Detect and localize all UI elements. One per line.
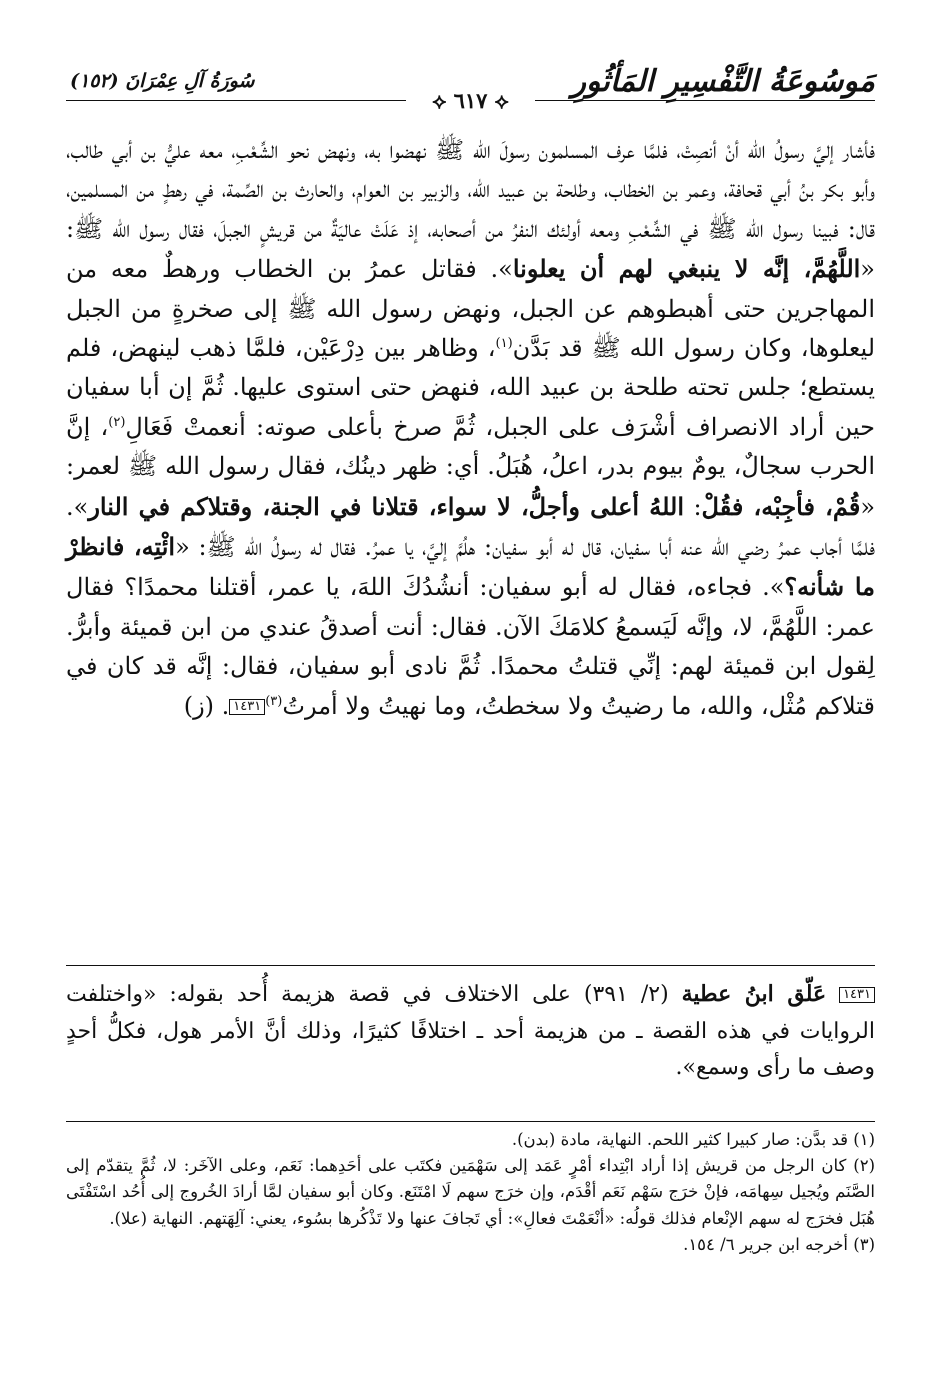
text-run: ، إنَّ الحرب سجالٌ، يومٌ بيوم بدر، اعلُ، هُبَلُ. أي: ظهر دينُك، فقال رسول الله ﷺ لعمر: « bbox=[66, 412, 876, 521]
ornament-icon: ⟡ bbox=[432, 88, 447, 113]
hadith-quote: اللهُ أعلى وأجلُّ، لا سواء، قتلانا في الجنة، وقتلاكم في النار bbox=[88, 491, 685, 521]
narration-paragraph bbox=[66, 131, 875, 726]
text-run: : bbox=[684, 492, 702, 521]
surah-label: سُورَةُ آلِ عِمْرَانَ (١٥٢) bbox=[70, 70, 255, 92]
text-run: ». فقاتل عمرُ بن الخطاب ورهطٌ معه من المهاجرين حتى أهبطوهم عن الجبل، ونهض رسول الله ﷺ إلى صخرةٍ من الجبل ليعلوها، وكان رسول الله ﷺ قد بَدَّن bbox=[66, 255, 876, 363]
commentary-divider bbox=[66, 965, 875, 966]
text-run: ، وظاهر بين دِرْعَيْن، فلمَّا ذهب لينهض، فلم يستطع؛ جلس تحته طلحة بن عبيد الله، فنهض حتى استوى عليها. ثُمَّ إن أبا سفيان حين أراد الانصراف أشْرَف على الجبل، ثُمَّ صرخ بأعلى صوته: أنعمتْ فَعَالِ bbox=[66, 334, 875, 441]
footnotes bbox=[66, 1127, 875, 1258]
page-header bbox=[66, 58, 875, 118]
main-text bbox=[66, 131, 875, 726]
ornament-icon: ⟡ bbox=[494, 88, 509, 113]
hadith-quote: ائْتِه، فانظرْ ما شأنه؟ bbox=[66, 532, 875, 602]
hadith-quote: قُمْ، فأجِبْه، فقُلْ bbox=[701, 491, 861, 521]
header-rule-right bbox=[535, 100, 875, 101]
commentary-ref-box: ١٤٣١ bbox=[229, 699, 265, 715]
book-title: مَوسُوعَةُ التَّفْسِيرِ المَأثُورِ bbox=[571, 64, 875, 99]
commentary-text: (٢/ ٣٩١) على الاختلاف في قصة هزيمة أُحد بقوله: «واختلفت الروايات في هذه القصة ـ من هزيمة أحد ـ اختلافًا كثيرًا، وذلك أنَّ الأمر هول، فكلُّ أحدٍ وصف ما رأى وسمع». bbox=[66, 982, 875, 1080]
page-number bbox=[426, 88, 514, 114]
text-run: . (ز) bbox=[183, 691, 230, 720]
text-run: ». فجاءه، فقال له أبو سفيان: أنشُدُكَ اللهَ، يا عمر، أقتلنا محمدًا؟ فقال عمر: اللَّهُمَّ، لا، وإنَّه لَيَسمعُ كلامَكَ الآن. فقال: أنت أصدقُ عندي من ابن قميئة وأبرُّ. لِقول ابن قميئة لهم: إنِّي قتلتُ محمدًا. ثُمَّ نادى أبو سفيان، فقال: إنَّه قد كان في قتلاكم مُثْل، والله، ما رضيتُ ولا سخطتُ، وما نهيتُ ولا أمرتُ bbox=[66, 573, 875, 720]
commentary-ref-box: ١٤٣١ bbox=[839, 987, 875, 1003]
footnote-2: (٢) كان الرجل من قريش إذا أراد ابْتِداء أمْرٍ عَمَد إلى سَهْمَين فكتَب على أحَدِهما: نَعَم، وعلى الآخَر: لا، ثُمَّ يتقدّم إلى الصَّنَم ويُجيل سِهامَه، فإنْ خرَج سَهْم نَعَم أقْدَم، وإن خرَج سهم لَا امْتَنَع. وكان أبو سفيان لمَّا أرادَ الخُروج إلى أُحُد اسْتَفْتَى هُبَل فخرَج له سهم الإنْعام فذلك قولُه: «أنْعَمْتَ فعالِ»: أي تَجافَ عنها ولا تَذْكُرها بسُوء، يعني: آلِهَتهم. النهاية (علا). bbox=[66, 1156, 875, 1228]
text-run: ». فلمَّا أجاب عمرُ رضي الله عنه أبا سفيان، قال له أبو سفيان: هلُمَّ إليَّ، يا عمرُ. فقال له رسولُ الله ﷺ: « bbox=[66, 492, 875, 562]
page-number-value: ٦١٧ bbox=[453, 88, 488, 113]
footnotes-divider bbox=[66, 1121, 875, 1122]
footnote-1: (١) قد بدَّن: صار كبيرا كثير اللحم. النهاية، مادة (بدن). bbox=[511, 1130, 875, 1149]
header-rule-left bbox=[66, 100, 406, 101]
commentary-paragraph bbox=[66, 976, 875, 1087]
text-run: فأشار إليَّ رسولُ الله أنْ أنصِتْ، فلمَّا عرف المسلمون رسولَ الله ﷺ نهضوا به، ونهض نحو الشِّعْبِ، معه عليُّ بن أبي طالب، وأبو بكر بنُ أبي قحافة، وعمر بن الخطاب، وطلحة بن عبيد الله، والزبير بن العوام، والحارث بن الصِّمة، في رهطٍ من المسلمين، قال: فبينا رسول الله ﷺ في الشِّعْبِ ومعه أولئك النفرُ من أصحابه، إذ عَلَتْ عاليَةٌ من قريشٍ الجبلَ، فقال رسول الله ﷺ: « bbox=[66, 136, 875, 284]
hadith-quote: اللَّهُمَّ، إنَّه لا ينبغي لهم أن يعلونا bbox=[512, 254, 861, 284]
commentary bbox=[66, 976, 875, 1087]
footnote-marker: (٢) bbox=[108, 414, 126, 430]
footnote-marker: (٣) bbox=[265, 693, 283, 709]
footnote-marker: (١) bbox=[495, 336, 513, 352]
footnote-3: (٣) أخرجه ابن جرير ٦/ ١٥٤. bbox=[683, 1234, 875, 1254]
commentary-author: عَلّق ابنُ عطية bbox=[681, 981, 827, 1007]
